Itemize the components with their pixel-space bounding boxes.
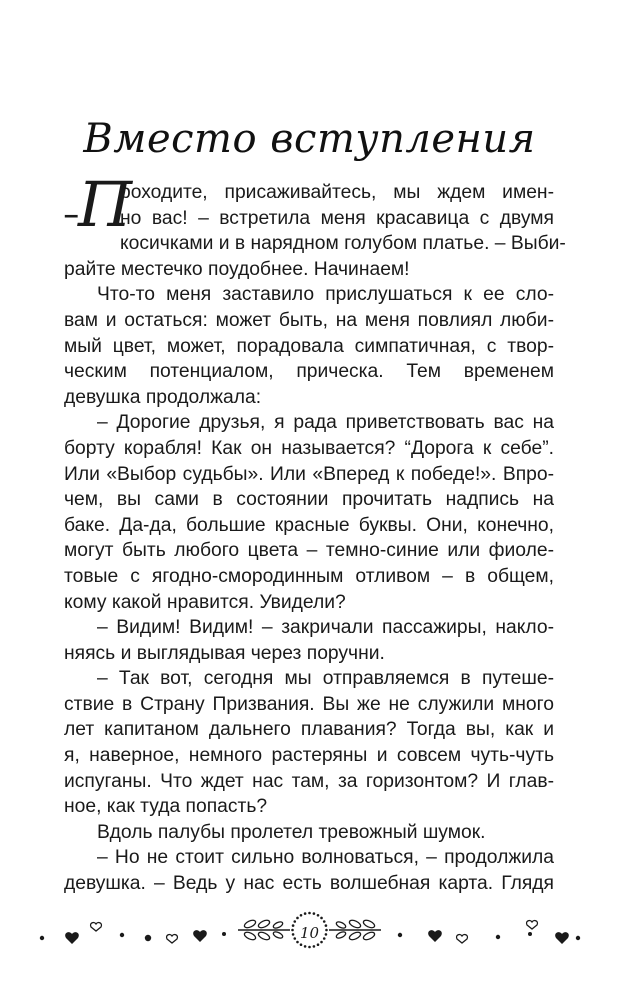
drop-cap-dash: –	[64, 199, 79, 229]
paragraph-lines	[64, 180, 566, 897]
text-line: Или «Выбор судьбы». Или «Вперед к победе!». Впро-	[64, 463, 554, 485]
body-text	[64, 168, 566, 897]
text-line: я, наверное, немного растеряны и совсем чуть-чуть	[64, 745, 554, 767]
text-line: могут быть любого цвета – темно-синие или фиоле-	[64, 540, 554, 562]
text-line: девушка продолжала:	[64, 386, 262, 408]
page-number: 10	[299, 924, 320, 942]
text-line: борту корабля! Как он называется? “Дорога к себе”.	[64, 437, 554, 459]
text-line: райте местечко поудобнее. Начинаем!	[64, 258, 410, 280]
text-line: товые с ягодно-смородинным отливом – в общем,	[64, 565, 554, 587]
text-line: лет капитаном дальнего плавания? Тогда вы, как и	[64, 719, 554, 741]
text-line: но вас! – встретила меня красавица с двумя	[120, 207, 554, 229]
text-line: испуганы. Что ждет нас там, за горизонтом? И глав-	[64, 770, 554, 792]
text-line: Вдоль палубы пролетел тревожный шумок.	[97, 821, 486, 843]
text-line: – Но не стоит сильно волноваться, – продолжила	[97, 847, 554, 869]
text-line: баке. Да-да, большие красные буквы. Они, конечно,	[64, 514, 554, 536]
drop-cap-letter: П	[78, 168, 133, 241]
text-line: мый цвет, может, порадовала симпатичная, с твор-	[64, 335, 554, 357]
text-line: кому какой нравится. Увидели?	[64, 591, 346, 613]
text-line: вам и остаться: может быть, на меня повлиял люби-	[64, 309, 554, 331]
text-line: роходите, присаживайтесь, мы ждем имен-	[120, 182, 554, 203]
text-line: – Так вот, сегодня мы отправляемся в путеше-	[97, 668, 554, 690]
text-line: – Дорогие друзья, я рада приветствовать вас на	[97, 412, 554, 434]
chapter-title: Вместо вступления	[83, 116, 536, 162]
text-line: няясь и выглядывая через поручни.	[64, 642, 385, 664]
text-line: ческим потенциалом, прическа. Тем временем	[64, 361, 554, 383]
text-line: ное, как туда попасть?	[64, 796, 268, 818]
text-line: чем, вы сами в состоянии прочитать надпись на	[64, 489, 554, 511]
text-line: – Видим! Видим! – закричали пассажиры, накло-	[97, 617, 554, 639]
text-line: девушка. – Ведь у нас есть волшебная карта. Глядя	[64, 873, 554, 895]
text-line: ствие в Страну Призвания. Вы же не служили много	[64, 693, 554, 715]
text-line: косичками и в нарядном голубом платье. – Выби-	[120, 233, 566, 255]
text-line: Что-то меня заставило прислушаться к ее сло-	[97, 284, 554, 306]
